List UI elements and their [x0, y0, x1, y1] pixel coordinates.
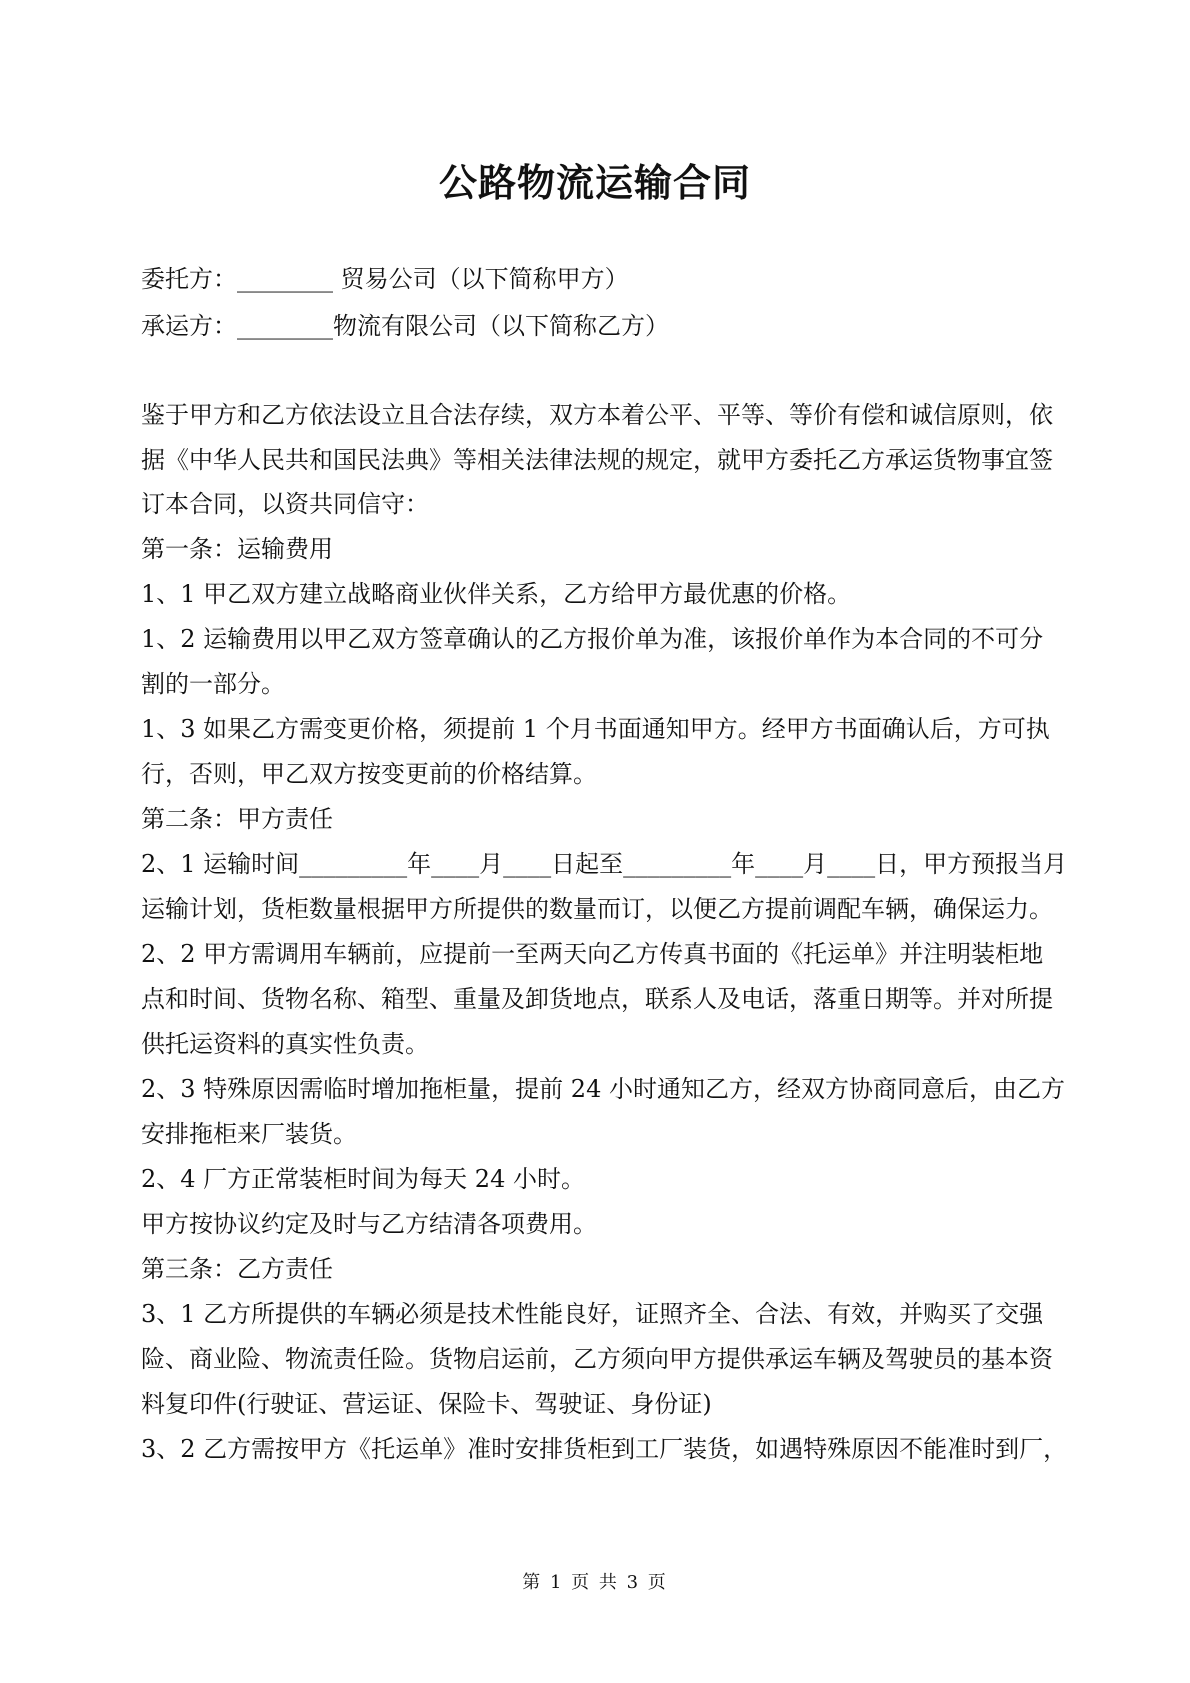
clause-line: 2、3 特殊原因需临时增加拖柜量，提前 24 小时通知乙方，经双方协商同意后，由乙方 — [141, 1075, 1065, 1103]
article-1-heading: 第一条：运输费用 — [141, 535, 333, 563]
preamble-line: 订本合同，以资共同信守： — [141, 490, 429, 518]
clause-line: 3、1 乙方所提供的车辆必须是技术性能良好，证照齐全、合法、有效，并购买了交强 — [141, 1300, 1044, 1328]
preamble-line: 据《中华人民共和国民法典》等相关法律法规的规定，就甲方委托乙方承运货物事宜签 — [141, 446, 1053, 474]
clause-line: 甲方按协议约定及时与乙方结清各项费用。 — [141, 1210, 597, 1238]
clause-line: 险、商业险、物流责任险。货物启运前，乙方须向甲方提供承运车辆及驾驶员的基本资 — [141, 1345, 1053, 1373]
clause-line: 2、1 运输时间_________年____月____日起至_________年____月____日，甲方预报当月 — [141, 850, 1068, 878]
preamble-line: 鉴于甲方和乙方依法设立且合法存续，双方本着公平、平等、等价有偿和诚信原则，依 — [141, 401, 1053, 429]
clause-line: 3、2 乙方需按甲方《托运单》准时安排货柜到工厂装货，如遇特殊原因不能准时到厂， — [141, 1435, 1068, 1463]
clause-line: 运输计划，货柜数量根据甲方所提供的数量而订，以便乙方提前调配车辆，确保运力。 — [141, 895, 1053, 923]
clause-line: 料复印件(行驶证、营运证、保险卡、驾驶证、身份证) — [141, 1390, 712, 1418]
article-3-heading: 第三条：乙方责任 — [141, 1255, 333, 1283]
clause-line: 1、2 运输费用以甲乙双方签章确认的乙方报价单为准，该报价单作为本合同的不可分 — [141, 625, 1044, 653]
page-number-footer: 第 1 页 共 3 页 — [522, 1572, 668, 1593]
clause-line: 割的一部分。 — [141, 670, 285, 698]
clause-line: 安排拖柜来厂装货。 — [141, 1120, 357, 1148]
clause-line: 点和时间、货物名称、箱型、重量及卸货地点，联系人及电话，落重日期等。并对所提 — [141, 985, 1053, 1013]
clause-line: 1、3 如果乙方需变更价格，须提前 1 个月书面通知甲方。经甲方书面确认后，方可执 — [141, 715, 1050, 743]
document-title: 公路物流运输合同 — [438, 160, 751, 205]
client-party-line: 委托方：________ 贸易公司（以下简称甲方） — [141, 265, 629, 293]
carrier-party-line: 承运方：________物流有限公司（以下简称乙方） — [141, 312, 669, 340]
article-2-heading: 第二条：甲方责任 — [141, 805, 333, 833]
clause-line: 行，否则，甲乙双方按变更前的价格结算。 — [141, 760, 597, 788]
clause-line: 2、2 甲方需调用车辆前，应提前一至两天向乙方传真书面的《托运单》并注明装柜地 — [141, 940, 1044, 968]
clause-line: 1、1 甲乙双方建立战略商业伙伴关系，乙方给甲方最优惠的价格。 — [141, 580, 852, 608]
clause-line: 2、4 厂方正常装柜时间为每天 24 小时。 — [141, 1165, 585, 1193]
clause-line: 供托运资料的真实性负责。 — [141, 1030, 429, 1058]
